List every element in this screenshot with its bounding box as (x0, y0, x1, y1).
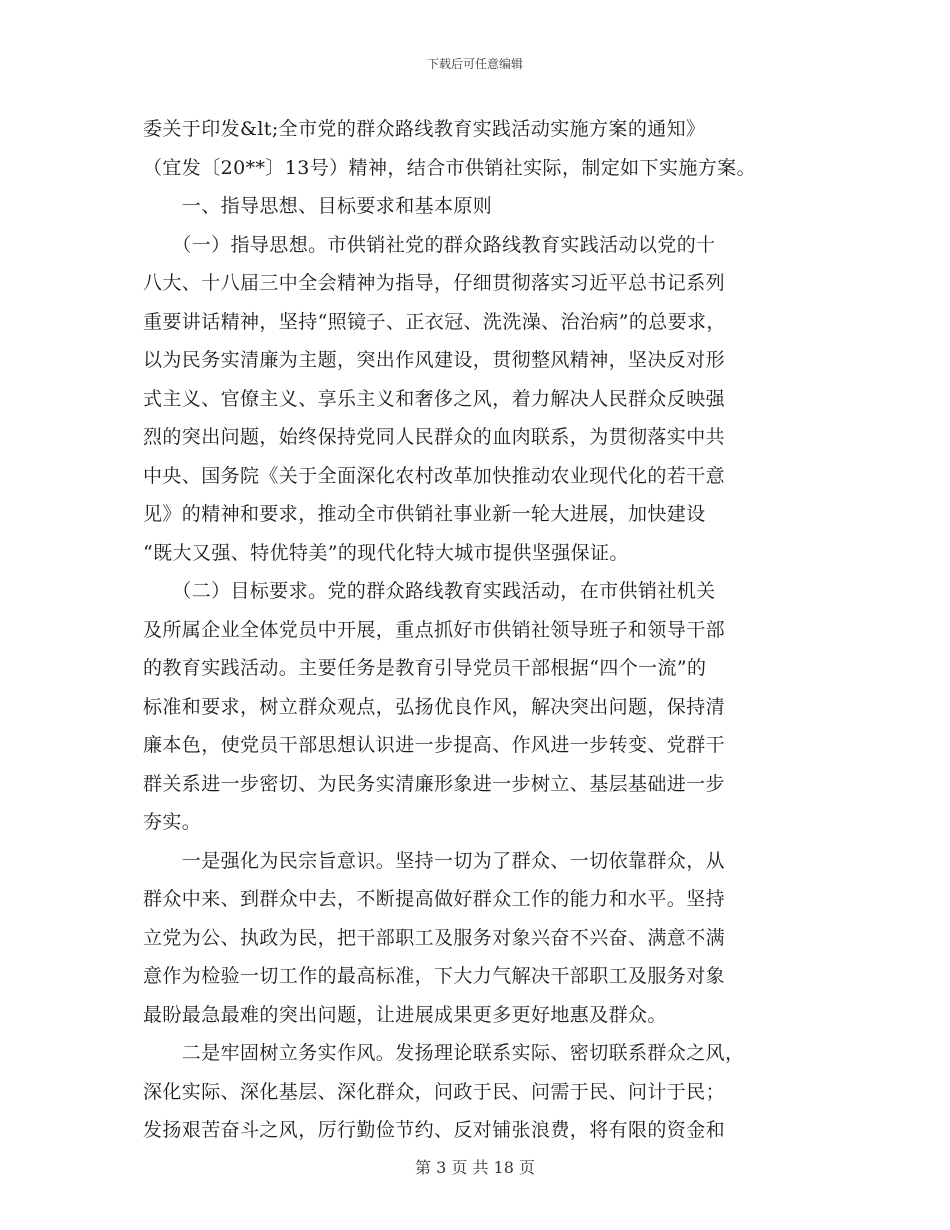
text-line: 发扬艰苦奋斗之风，厉行勤俭节约、反对铺张浪费，将有限的资金和 (143, 1119, 726, 1141)
text-line: 及所属企业全体党员中开展，重点抓好市供销社领导班子和领导干部 (143, 618, 726, 641)
text-line: 最盼最急最难的突出问题，让进展成果更多更好地惠及群众。 (143, 1003, 667, 1026)
text-line: 群关系进一步密切、为民务实清廉形象进一步树立、基层基础进一步 (143, 772, 726, 795)
text-line: 以为民务实清廉为主题，突出作风建设，贯彻整风精神，坚决反对形 (143, 349, 726, 371)
section-heading: 一、指导思想、目标要求和基本原则 (143, 195, 493, 217)
text-line: 中央、国务院《关于全面深化农村改革加快推动农业现代化的若干意 (143, 464, 726, 487)
text-line: 式主义、官僚主义、享乐主义和奢侈之风，着力解决人民群众反映强 (143, 387, 726, 410)
text-line: （二）目标要求。党的群众路线教育实践活动，在市供销社机关 (143, 580, 716, 602)
text-line: （宜发〔20**〕13号）精神，结合市供销社实际，制定如下实施方案。 (143, 156, 756, 179)
text-line: 廉本色，使党员干部思想认识进一步提高、作风进一步转变、党群干 (143, 734, 726, 756)
text-line: 标准和要求，树立群众观点，弘扬优良作风，解决突出问题，保持清 (143, 695, 726, 718)
text-line: 八大、十八届三中全会精神为指导，仔细贯彻落实习近平总书记系列 (143, 272, 726, 294)
text-line: 的教育实践活动。主要任务是教育引导党员干部根据“四个一流”的 (143, 657, 707, 679)
text-line: 立党为公、执政为民，把干部职工及服务对象兴奋不兴奋、满意不满 (143, 926, 726, 949)
text-line: 一是强化为民宗旨意识。坚持一切为了群众、一切依靠群众，从 (143, 849, 726, 872)
text-line: 深化实际、深化基层、深化群众，问政于民、问需于民、问计于民； (143, 1080, 726, 1103)
page-footer: 第 3 页 共 18 页 (415, 1158, 535, 1177)
text-line: 夯实。 (143, 811, 202, 833)
text-line: 群众中来、到群众中去，不断提高做好群众工作的能力和水平。坚持 (143, 888, 726, 910)
document-body (143, 110, 807, 1150)
text-line: 委关于印发&lt;全市党的群众路线教育实践活动实施方案的通知》 (143, 118, 706, 140)
text-line: 意作为检验一切工作的最高标准，下大力气解决干部职工及服务对象 (143, 965, 726, 987)
text-line: 烈的突出问题，始终保持党同人民群众的血肉联系，为贯彻落实中共 (143, 426, 726, 448)
text-line: 见》的精神和要求，推动全市供销社事业新一轮大进展，加快建设 (143, 503, 706, 525)
text-line: 二是牢固树立务实作风。发扬理论联系实际、密切联系群众之风， (143, 1042, 745, 1064)
text-line: （一）指导思想。市供销社党的群众路线教育实践活动以党的十 (143, 233, 716, 256)
page-header: 下载后可任意编辑 (426, 57, 523, 71)
text-line: “既大又强、特优特美”的现代化特大城市提供坚强保证。 (143, 541, 629, 564)
text-line: 重要讲话精神，坚持“照镜子、正衣冠、洗洗澡、治治病”的总要求， (143, 310, 726, 333)
